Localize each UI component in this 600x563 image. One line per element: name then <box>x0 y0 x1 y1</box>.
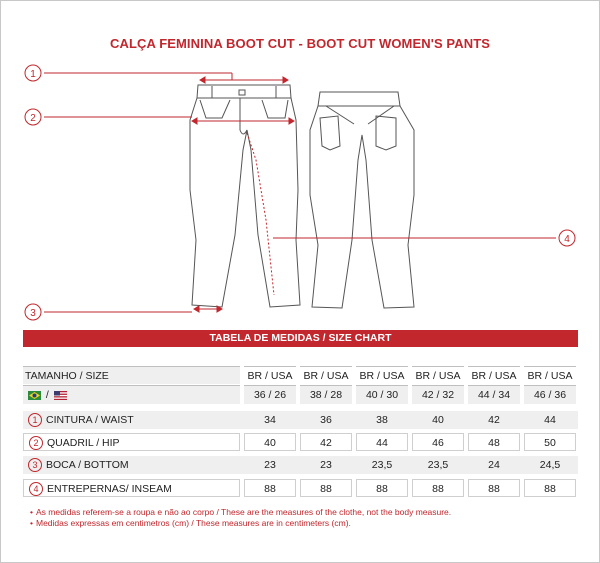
value-cell: 38 <box>376 414 388 426</box>
number-1-icon: 1 <box>28 413 42 427</box>
value-cell: 36 <box>320 414 332 426</box>
size-cell: 42 / 32 <box>412 385 464 404</box>
callout-4-label: 4 <box>564 234 570 245</box>
value-cell: 88 <box>468 479 520 497</box>
front-pants-drawing <box>190 85 300 307</box>
value-cell: 40 <box>244 433 296 451</box>
region-cell: BR / USA <box>468 366 520 385</box>
number-2-icon: 2 <box>29 436 43 450</box>
callout-2-label: 2 <box>30 113 36 124</box>
measurement-label: ENTREPERNAS/ INSEAM <box>47 483 172 495</box>
flags-cell <box>23 385 240 404</box>
value-cell: 88 <box>244 479 296 497</box>
footnotes <box>30 507 451 529</box>
value-cell: 44 <box>356 433 408 451</box>
footnote: • Medidas expressas em centimetros (cm) / These measures are in centimeters (cm). <box>30 518 351 528</box>
size-values-row <box>23 385 578 403</box>
value-cell: 42 <box>300 433 352 451</box>
value-cell: 42 <box>488 414 500 426</box>
callout-markers <box>25 65 575 320</box>
measurement-row-inseam <box>23 479 578 497</box>
bullet-icon: • <box>30 507 33 517</box>
number-4-icon: 4 <box>29 482 43 496</box>
size-cell: 36 / 26 <box>244 385 296 404</box>
back-pants-drawing <box>310 92 414 308</box>
value-cell: 50 <box>524 433 576 451</box>
value-cell: 24,5 <box>539 459 561 471</box>
bullet-icon: • <box>30 518 33 528</box>
value-cell: 48 <box>468 433 520 451</box>
page-title: CALÇA FEMININA BOOT CUT - BOOT CUT WOMEN'S PANTS <box>109 36 491 51</box>
size-cell: 38 / 28 <box>300 385 352 404</box>
value-cell: 23 <box>320 459 332 471</box>
usa-flag-icon <box>54 391 67 400</box>
value-cell: 40 <box>432 414 444 426</box>
value-cell: 23,5 <box>371 459 393 471</box>
region-cell: BR / USA <box>412 366 464 385</box>
size-chart-title: TABELA DE MEDIDAS / SIZE CHART <box>23 330 578 347</box>
footnote: • As medidas referem-se a roupa e não ao corpo / These are the measures of the clothe, not the body measure. <box>30 507 452 517</box>
flag-separator: / <box>45 389 49 401</box>
callout-1-label: 1 <box>30 69 36 80</box>
measurement-row-bottom <box>23 456 578 474</box>
region-cell: BR / USA <box>356 366 408 385</box>
value-cell: 88 <box>524 479 576 497</box>
measurement-row-hip <box>23 433 578 451</box>
size-header-row <box>23 366 578 384</box>
measurement-guides <box>44 73 556 312</box>
value-cell: 23,5 <box>427 459 449 471</box>
value-cell: 88 <box>300 479 352 497</box>
region-cell: BR / USA <box>244 366 296 385</box>
value-cell: 46 <box>412 433 464 451</box>
region-cell: BR / USA <box>300 366 352 385</box>
number-3-icon: 3 <box>28 458 42 472</box>
measurement-label: BOCA / BOTTOM <box>46 459 129 471</box>
value-cell: 88 <box>412 479 464 497</box>
size-cell: 46 / 36 <box>524 385 576 404</box>
value-cell: 44 <box>544 414 556 426</box>
size-cell: 44 / 34 <box>468 385 520 404</box>
value-cell: 88 <box>356 479 408 497</box>
measurement-row-waist <box>23 411 578 429</box>
brazil-flag-icon <box>28 391 41 400</box>
value-cell: 24 <box>488 459 500 471</box>
size-cell: 40 / 30 <box>356 385 408 404</box>
size-label: TAMANHO / SIZE <box>23 366 240 384</box>
region-cell: BR / USA <box>524 366 576 385</box>
value-cell: 23 <box>264 459 276 471</box>
value-cell: 34 <box>264 414 276 426</box>
measurement-label: CINTURA / WAIST <box>46 414 134 426</box>
measurement-label: QUADRIL / HIP <box>47 437 120 449</box>
callout-3-label: 3 <box>30 308 36 319</box>
